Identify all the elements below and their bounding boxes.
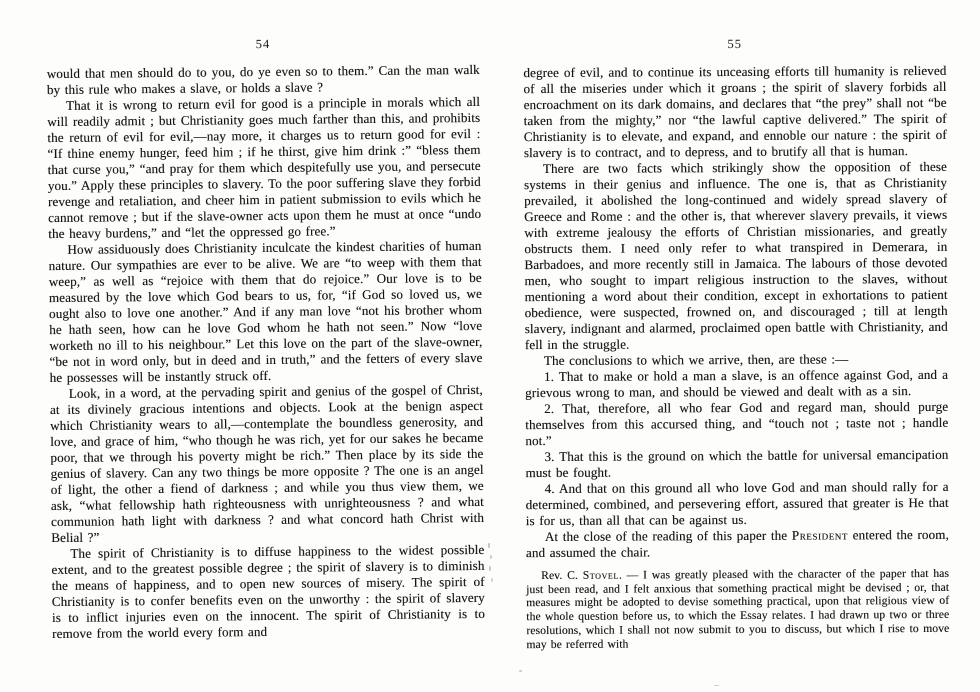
speaker-paragraph-pre: Rev. C. — [541, 568, 583, 583]
scan-artifact — [932, 580, 934, 582]
scan-artifact — [489, 566, 491, 571]
president-paragraph — [526, 527, 949, 561]
page-54 — [46, 0, 485, 642]
scan-artifact — [519, 670, 522, 672]
paragraph: degree of evil, and to continue its unceasing efforts till humanity is relieved of all the miseries under which it groans ; the spirit of slavery forbids all encroachment on its dark domains, and declares that “the prey” shall not “be taken from the mighty,” nor “the lawful captive delivered.” The spirit of Christianity is to elevate, and expand, and ennoble our nature : the spirit of slavery is to contract, and to depress, and to brutify all that is human. — [523, 62, 947, 161]
page-number-right: 55 — [727, 36, 743, 52]
conclusion-item: 2. That, therefore, all who fear God and regard man, should purge themselves from this accursed thing, and “touch not ; taste not ; handle not.” — [525, 398, 949, 449]
page-54-body — [47, 62, 486, 642]
paragraph: How assiduously does Christianity inculcate the kindest charities of human nature. Our sympathies are ever to be alive. We are “to weep with them that weep,” as well as “rejoice with them that do rejoice.” Our love is to be measured by the love which God bears to us, for, “if God so loved us, we ought also to love one another.” And if any man love “not his brother whom he hath seen, how can he love God whom he hath not seen.” Now “love worketh no ill to his neighbour.” Let this love on the part of the slave-owner, “be not in word only, but in deed and in truth,” and the fetters of every slave he possesses will be instantly struck off. — [48, 237, 483, 386]
conclusion-item: 4. And that on this ground all who love God and man should rally for a determined, combined, and persevering effort, assured that greater is He that is for us, than all that can be against us. — [525, 478, 949, 529]
paragraph: would that men should do to you, do ye even so to them.” Can the man walk by this rule who makes a slave, or holds a slave ? — [46, 61, 480, 98]
paragraph: That it is wrong to return evil for good is a principle in morals which all will readily admit ; but Christianity goes much farther than this, and prohibits the return of evil for evil,—nay more, it charges us to return good for evil : “If thine enemy hunger, feed him ; if he thirst, give him drink :” “bless them that curse you,” “and pray for them which despitefully use you, and persecute you.” Apply these principles to slavery. To the poor suffering slave they forbid revenge and retaliation, and cheer him in patient submission to evils which he cannot remove ; but if the slave-owner acts upon them he must at once “undo the heavy burdens,” and “let the oppressed go free.” — [47, 93, 482, 242]
conclusion-item: 1. That to make or hold a man a slave, is an offence against God, and a grievous wrong to man, and should be viewed and dealt with as a sin. — [525, 366, 949, 401]
speaker-name: Stovel — [582, 568, 619, 582]
speaker-paragraph — [526, 567, 949, 651]
president-paragraph-pre: At the close of the reading of this paper the — [544, 527, 792, 545]
paragraph: The conclusions to which we arrive, then, are these :— — [543, 351, 849, 369]
speaker-paragraph-post: . — I was greatly pleased with the character of the paper that has just been read, and I felt anxious that something practical might be devised ; or, that measures might be adopted to devise something practical, upon that religious view of the whole question before us, to which the Essay relates. I had drawn up two or three resolutions, which I shall not now submit to you to discuss, but which I rise to move may be referred with — [526, 566, 950, 651]
page-55-body — [523, 63, 949, 651]
president-name: President — [791, 527, 849, 543]
president-paragraph-post: entered the room, and assumed the chair. — [525, 526, 949, 561]
page-55 — [523, 0, 949, 651]
scan-artifact — [714, 685, 719, 686]
conclusion-item: 3. That this is the ground on which the battle for universal emancipation must be fought. — [525, 446, 949, 481]
scan-artifact — [491, 578, 493, 582]
scan-artifact — [490, 555, 492, 559]
paragraph: The spirit of Christianity is to diffuse happiness to the widest possible extent, and to the greatest possible degree ; the spirit of slavery is to diminish the means of happiness, and to open new sources of misery. The spirit of Christianity is to confer benefits even on the unworthy : the spirit of slavery is to inflict injuries even on the innocent. The spirit of Christianity is to remove from the world every form and — [51, 541, 485, 642]
page-number-left: 54 — [255, 36, 271, 52]
paragraph: Look, in a word, at the pervading spirit and genius of the gospel of Christ, at its divinely gracious intentions and objects. Look at the benign aspect which Christianity wears to all,—contemplate the boundless generosity, and love, and grace of him, “who though he was rich, yet for our sakes he became poor, that we through his poverty might be rich.” Then place by its side the genius of slavery. Can any two things be more opposite ? The one is an angel of light, the other a fiend of darkness ; and while you thus view them, we ask, “what fellowship hath righteousness with unrighteousness ? and what communion hath light with darkness ? and what concord hath Christ with Belial ?” — [49, 381, 485, 546]
scan-artifact — [488, 543, 490, 548]
paragraph: There are two facts which strikingly show the opposition of these systems in their genius and influence. The one is, that as Christianity prevailed, it abolished the long-continued and widely spread slavery of Greece and Rome : and the other is, that wherever slavery prevails, it views with extreme jealousy the efforts of Christian missionaries, and greatly obstructs them. I need only refer to what transpired in Demerara, in Barbadoes, and more recently still in Jamaica. The labours of those devoted men, who sought to impart religious instruction to the slaves, without mentioning a word about their condition, except in exhortations to patient obedience, were suspected, frowned on, and discouraged ; till at length slavery, indignant and alarmed, proclaimed open battle with Christianity, and fell in the struggle. — [523, 158, 948, 353]
